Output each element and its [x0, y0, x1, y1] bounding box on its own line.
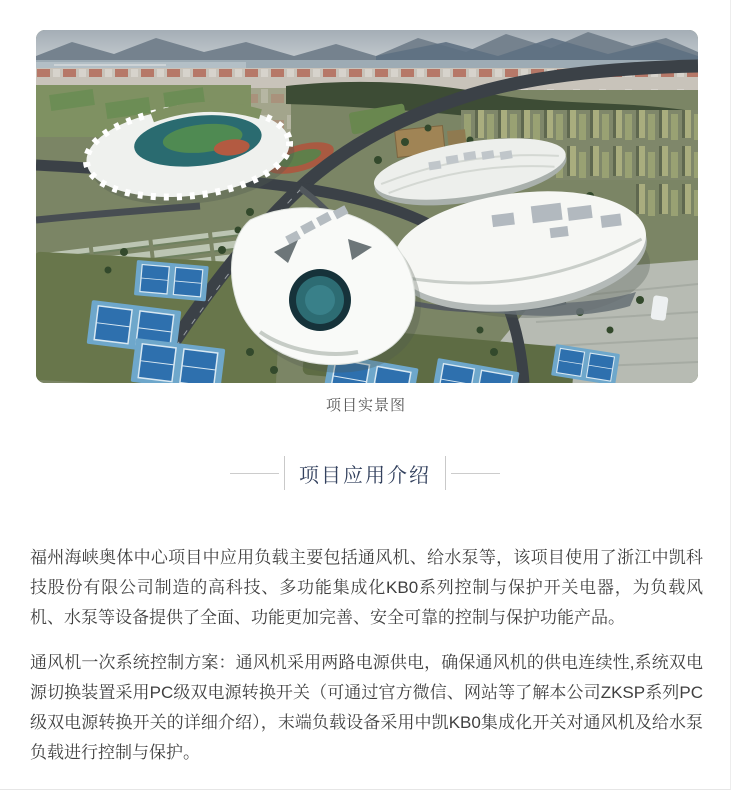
title-right-vline	[445, 456, 446, 490]
title-right-hline	[451, 473, 500, 474]
section-title-text: 项目应用介绍	[299, 464, 431, 487]
aerial-photo-illustration	[36, 30, 698, 383]
article-body	[30, 543, 703, 789]
title-left-hline	[230, 473, 279, 474]
paragraph-control-scheme: 通风机一次系统控制方案：通风机采用两路电源供电，确保通风机的供电连续性,系统双电源切换装置采用PC级双电源转换开关（可通过官方微信、网站等了解本公司ZKSP系列PC级双电源转换开关的详细介绍），末端负载设备采用中凯KB0集成化开关对通风机及给水泵负载进行控制与保护。	[30, 653, 703, 762]
section-title	[0, 455, 730, 491]
hero-caption: 项目实景图	[325, 397, 406, 414]
paragraph-project-overview: 福州海峡奥体中心项目中应用负载主要包括通风机、给水泵等，该项目使用了浙江中凯科技股份有限公司制造的高科技、多功能集成化KB0系列控制与保护开关电器，为负载风机、水泵等设备提供了全面、功能更加完善、安全可靠的控制与保护功能产品。	[30, 548, 703, 627]
title-left-vline	[284, 456, 285, 490]
hero-photo	[36, 30, 698, 383]
